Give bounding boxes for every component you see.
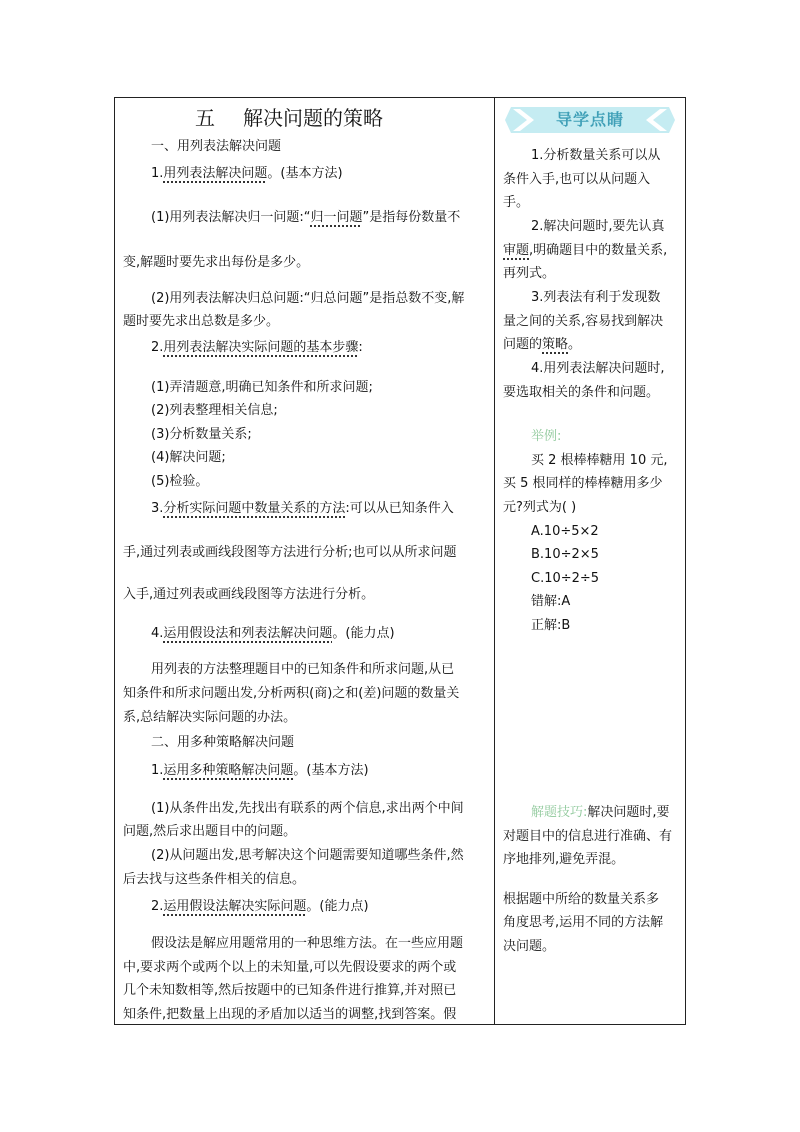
- paragraph-line: 用列表的方法整理题目中的已知条件和所求问题,从已: [151, 662, 455, 677]
- emphasis-text: 用列表法解决问题: [163, 166, 268, 181]
- point-2-1-2: (2)从问题出发,思考解决这个问题需要知道哪些条件,然: [151, 848, 464, 863]
- paragraph-line: 系,总结解决实际问题的办法。: [123, 710, 297, 725]
- chapter-title: 解决问题的策略: [243, 106, 383, 130]
- emphasis-text: 用列表法解决实际问题的基本步骤: [163, 340, 359, 355]
- section-heading-2: 二、用多种策略解决问题: [151, 735, 295, 750]
- note-line: 决问题。: [503, 939, 556, 954]
- point-number: 2.: [151, 899, 164, 914]
- emphasis-text: 运用假设法解决实际问题: [163, 899, 307, 914]
- emphasis-text: 分析实际问题中数量关系的方法: [163, 501, 346, 516]
- note-line: 根据题中所给的数量关系多: [503, 892, 660, 907]
- step-item: (1)弄清题意,明确已知条件和所求问题;: [151, 380, 373, 395]
- correct-answer: 正解:B: [531, 618, 571, 633]
- note-line: 角度思考,运用不同的方法解: [503, 915, 664, 930]
- paragraph-line: 中,要求两个或两个以上的未知量,可以先假设要求的两个或: [123, 960, 457, 975]
- point-1-1-1: [151, 210, 460, 226]
- tip-line: 3.列表法有利于发现数: [531, 290, 661, 305]
- point-number: 4.: [151, 626, 164, 641]
- option-item: A.10÷5×2: [531, 524, 599, 539]
- tip-line: [503, 337, 581, 353]
- tip-line: 4.用列表法解决问题时,: [531, 361, 665, 376]
- chapter-number: 五: [195, 106, 215, 130]
- point-1-1: [151, 166, 343, 182]
- point-number: 1.: [151, 166, 164, 181]
- step-item: (5)检验。: [151, 474, 209, 489]
- option-item: B.10÷2×5: [531, 547, 599, 562]
- skill-line: [531, 805, 670, 821]
- example-line: 买 2 根棒棒糖用 10 元,: [531, 453, 668, 468]
- point-1-1-2-cont: 题时要先求出总数是多少。: [123, 314, 280, 329]
- emphasis-text: 策略: [542, 337, 569, 352]
- emphasis-text: 运用假设法和列表法解决问题: [163, 626, 333, 641]
- point-1-3: [151, 501, 454, 517]
- point-1-4: [151, 626, 395, 642]
- point-2-1-1: (1)从条件出发,先找出有联系的两个信息,求出两个中间: [151, 801, 464, 816]
- point-1-1-1-cont: 变,解题时要先求出每份是多少。: [123, 255, 310, 270]
- text-segment: 解决问题时,要: [587, 805, 670, 820]
- point-2-1-2-cont: 后去找与这些条件相关的信息。: [123, 872, 306, 887]
- paragraph-line: 知条件,把数量上出现的矛盾加以适当的调整,找到答案。假: [123, 1007, 457, 1022]
- step-item: (2)列表整理相关信息;: [151, 403, 278, 418]
- emphasis-text: 运用多种策略解决问题: [163, 763, 294, 778]
- example-line: 元?列式为( ): [503, 500, 577, 515]
- wrong-answer: 错解:A: [531, 594, 571, 609]
- paragraph-line: 假设法是解应用题常用的一种思维方法。在一些应用题: [151, 936, 464, 951]
- banner-title: 导学点睛: [555, 110, 624, 129]
- text-segment: 问题的: [503, 337, 543, 352]
- point-suffix: :可以从已知条件入: [345, 501, 454, 516]
- sidebar-column: [495, 98, 686, 1024]
- option-item: C.10÷2÷5: [531, 571, 600, 586]
- point-suffix: :: [358, 340, 363, 355]
- point-suffix: 。(基本方法): [267, 166, 343, 181]
- point-1-1-2: (2)用列表法解决归总问题:“归总问题”是指总数不变,解: [151, 291, 465, 306]
- point-1-3-cont: 入手,通过列表或画线段图等方法进行分析。: [123, 587, 375, 602]
- page-title: [195, 105, 383, 131]
- guide-banner: [505, 105, 675, 135]
- tip-line: 再列式。: [503, 266, 556, 281]
- point-1-3-cont: 手,通过列表或画线段图等方法进行分析;也可以从所求问题: [123, 545, 457, 560]
- text-segment: ”是指每份数量不: [362, 210, 461, 225]
- point-number: 2.: [151, 340, 164, 355]
- section-heading-1: 一、用列表法解决问题: [151, 139, 282, 154]
- point-2-2: [151, 899, 369, 915]
- point-suffix: 。(基本方法): [293, 763, 369, 778]
- skill-label: 解题技巧:: [531, 805, 588, 820]
- skill-line: 对题目中的信息进行准确、有: [503, 829, 673, 844]
- point-2-1: [151, 763, 369, 779]
- point-suffix: 。(能力点): [306, 899, 369, 914]
- tip-line: 条件入手,也可以从问题入: [503, 172, 651, 187]
- tip-line: 手。: [503, 195, 530, 210]
- point-number: 3.: [151, 501, 164, 516]
- point-number: 1.: [151, 763, 164, 778]
- example-label: 举例:: [531, 429, 562, 444]
- point-suffix: 。(能力点): [332, 626, 395, 641]
- text-segment: 。: [568, 337, 582, 352]
- paragraph-line: 知条件和所求问题出发,分析两积(商)之和(差)问题的数量关: [123, 686, 460, 701]
- emphasis-text: 归一问题: [310, 210, 363, 225]
- step-item: (4)解决问题;: [151, 450, 226, 465]
- point-2-1-1-cont: 问题,然后求出题目中的问题。: [123, 824, 297, 839]
- paragraph-line: 几个未知数相等,然后按题中的已知条件进行推算,并对照已: [123, 983, 457, 998]
- text-segment: (1)用列表法解决归一问题:“: [151, 210, 311, 225]
- point-1-2: [151, 340, 363, 356]
- page-frame: [114, 97, 686, 1025]
- tip-line: 要选取相关的条件和问题。: [503, 385, 660, 400]
- tip-line: 2.解决问题时,要先认真: [531, 219, 665, 234]
- main-column: [115, 98, 494, 1024]
- tip-line: [503, 243, 667, 259]
- example-line: 买 5 根同样的棒棒糖用多少: [503, 476, 663, 491]
- step-item: (3)分析数量关系;: [151, 427, 252, 442]
- tip-line: 1.分析数量关系可以从: [531, 148, 661, 163]
- emphasis-text: 审题: [503, 243, 530, 258]
- skill-line: 序地排列,避免弄混。: [503, 852, 625, 867]
- text-segment: ,明确题目中的数量关系,: [529, 243, 668, 258]
- tip-line: 量之间的关系,容易找到解决: [503, 314, 664, 329]
